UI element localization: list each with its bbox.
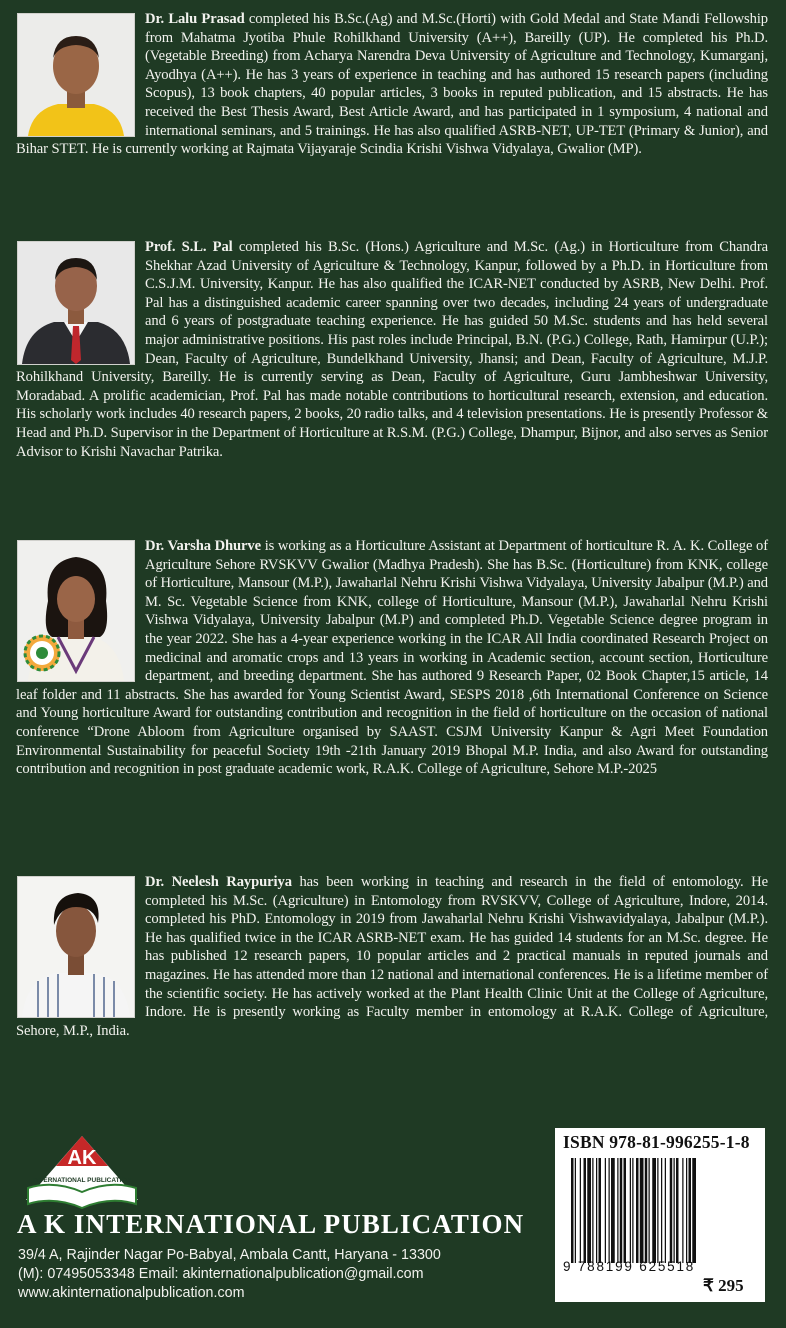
isbn-box (555, 1128, 765, 1302)
author-photo-2 (17, 241, 135, 365)
barcode-bar (624, 1158, 627, 1263)
barcode-bar (676, 1158, 679, 1263)
publisher-website: www.akinternationalpublication.com (18, 1285, 245, 1301)
barcode-bar (617, 1158, 618, 1263)
barcode-bar (630, 1158, 631, 1263)
publisher-logo (18, 1130, 146, 1210)
barcode-bar (692, 1158, 696, 1263)
isbn-label: ISBN 978-81-996255-1-8 (563, 1132, 750, 1152)
barcode-bar (649, 1158, 650, 1263)
author-text-3: is working as a Horticulture Assistant at Department of horticulture R. A. K. College of Agriculture Sehore RVSKVV Gwalior (Madhya Pradesh). She has B.Sc. (Horticulture) from KNK, college of Horticulture, Mansour (M.P.), Jawaharlal Nehru Krishi Vishwa Vidyalaya, University Jabalpur (M.P.) and M. Sc. Vegetable Science from KNK, college of Horticulture, Mansour (M.P.), Jawaharlal Nehru Krishi Vishwa Vidyalaya, University Jabalpur (M.P) and completed Ph.D. Vegetable Science degree program in the year 2022. She has a 4-year experience working in the ICAR All India coordinated Research Project on medicinal and aromatic crops and 13 years in working in Academic section, account section, Horticulture department, and breeding department. She has authored 9 Research Paper, 02 Book Chapter,15 article, 14 leaf folder and 11 abstracts. She has awarded for Young Scientist Award, SESPS 2018 ,6th International Conference on Science and Young horticulture Award for outstanding contribution and recognition in the field of horticulture on the occasion of national conference “Drone Abloom from Agriculture organised by SAAST. CSJM University Kanpur & Agri Meet Foundation Environmental Sustainability for peaceful Society 19th -21th January 2019 Bhopal M.P. India, and also Award for outstanding contribution and recognition in post graduate academic work, R.A.K. College of Agriculture, Sehore M.P.-2025 (16, 538, 768, 778)
barcode-bar (682, 1158, 683, 1263)
price-label: ₹ 295 (703, 1276, 744, 1295)
author-text-2: completed his B.Sc. (Hons.) Agriculture and M.Sc. (Ag.) in Horticulture from Chandra Shekhar Azad University of Agriculture & Technology, Kanpur, followed by a Ph.D. in Horticulture from C.S.J.M. University, Kanpur. He has also qualified the ICAR-NET conducted by ASRB, New Delhi. Prof. Pal has a distinguished academic career spanning over two decades, including 24 years of undergraduate and 6 years of postgraduate teaching experience. He has guided 50 M.Sc. students and has held several major administrative positions. His past roles include Principal, B.N. (P.G.) College, Rath, Hamirpur (U.P.); Dean, Faculty of Agriculture, Bundelkhand University, Jhansi; and Dean, Faculty of Agriculture, M.J.P. Rohilkhand University, Bareilly. He is currently serving as Dean, Faculty of Agriculture, Guru Jambheshwar University, Moradabad. A prolific academician, Prof. Pal has made notable contributions to horticultural research, extension, and education. His scholarly work includes 40 research papers, 2 books, 20 radio talks, and 4 television presentations. He is presently Professor & Head and Ph.D. Supervisor in the Department of Horticulture at R.S.M. (P.G.) College, Dhampur, Bijnor, and also serves as Senior Advisor to Krishi Navachar Patrika. (16, 239, 768, 460)
barcode-bar (580, 1158, 581, 1263)
author-text-4: has been working in teaching and research in the field of entomology. He completed his M.Sc. (Agriculture) in Entomology from RVSKVV, College of Agriculture, Indore, 2014. completed his PhD. Entomology in 2019 from Jawaharlal Nehru Krishi Vishwavidyalaya, Jabalpur (M.P.). He has qualified twice in the ICAR ASRB-NET exam. He has guided 14 students for an M.Sc. degree. He has published 12 research papers, 10 popular articles and 2 practical manuals in reputed journals and magazines. He has attended more than 12 national and international conferences. He is a lifetime member of the scientific society. He has actively worked at the Plant Health Clinic Unit at the College of Agriculture, Indore. He is presently working as Faculty member in entomology at R.A.K. College of Agriculture, Sehore, M.P., India. (16, 874, 768, 1039)
author-photo-1 (17, 13, 135, 137)
author-name-1: Dr. Lalu Prasad (145, 11, 245, 27)
barcode-bar (592, 1158, 593, 1263)
barcode-bar (657, 1158, 658, 1263)
barcode-bar (596, 1158, 597, 1263)
author-bio-3 (16, 537, 768, 779)
publisher-contact: (M): 07495053348 Email: akinternationalpublication@gmail.com (18, 1266, 424, 1282)
barcode-bar (571, 1158, 574, 1263)
isbn-barcode (569, 1158, 753, 1263)
publisher-name: A K INTERNATIONAL PUBLICATION (17, 1209, 525, 1239)
author-bio-1 (16, 10, 768, 159)
barcode-bar (611, 1158, 615, 1263)
barcode-bar (575, 1158, 576, 1263)
barcode-bar (620, 1158, 623, 1263)
author-name-4: Dr. Neelesh Raypuriya (145, 874, 292, 890)
author-bio-4 (16, 873, 768, 1040)
barcode-bar (587, 1158, 591, 1263)
author-photo-3 (17, 540, 135, 682)
barcode-bar (640, 1158, 644, 1263)
barcode-bar (599, 1158, 602, 1263)
barcode-bar (652, 1158, 656, 1263)
barcode-bar (609, 1158, 610, 1263)
barcode-bar (584, 1158, 587, 1263)
author-name-3: Dr. Varsha Dhurve (145, 538, 262, 554)
barcode-bar (689, 1158, 692, 1263)
barcode-bar (670, 1158, 673, 1263)
author-photo-4 (17, 876, 135, 1018)
barcode-bar (645, 1158, 648, 1263)
barcode-digits: 9 788199 625518 (563, 1259, 696, 1274)
barcode-bar (686, 1158, 687, 1263)
author-name-2: Prof. S.L. Pal (145, 239, 233, 255)
publisher-address: 39/4 A, Rajinder Nagar Po-Babyal, Ambala Cantt, Haryana - 13300 (18, 1247, 441, 1263)
author-text-1: completed his B.Sc.(Ag) and M.Sc.(Horti) with Gold Medal and State Mandi Fellowship from Mahatma Jyotiba Phule Rohilkhand University (A++), Bareilly (UP). He completed his Ph.D. (Vegetable Breeding) from Acharya Narendra Deva University of Agriculture and Technology, Kumarganj, Ayodhya (A++). He has 3 years of experience in teaching and has authored 15 research papers (including Scopus), 13 book chapters, 40 popular articles, 3 books in reputed publication, and 15 abstracts. He has received the Best Thesis Award, Best Article Award, and has participated in 1 symposium, 4 national and international seminars, and 5 trainings. He has also qualified ASRB-NET, UP-TET (Primary & Junior), and Bihar STET. He is currently working at Rajmata Vijayaraje Scindia Krishi Vishwa Vidyalaya, Gwalior (MP). (16, 11, 768, 158)
barcode-bar (665, 1158, 666, 1263)
barcode-bar (636, 1158, 639, 1263)
barcode-bar (632, 1158, 633, 1263)
logo-ak-text: AK (67, 1147, 97, 1169)
barcode-bar (661, 1158, 662, 1263)
author-bio-2 (16, 238, 768, 461)
barcode-bar (674, 1158, 675, 1263)
logo-sub-text: INTERNATIONAL PUBLICATION (32, 1177, 132, 1184)
barcode-bar (605, 1158, 606, 1263)
